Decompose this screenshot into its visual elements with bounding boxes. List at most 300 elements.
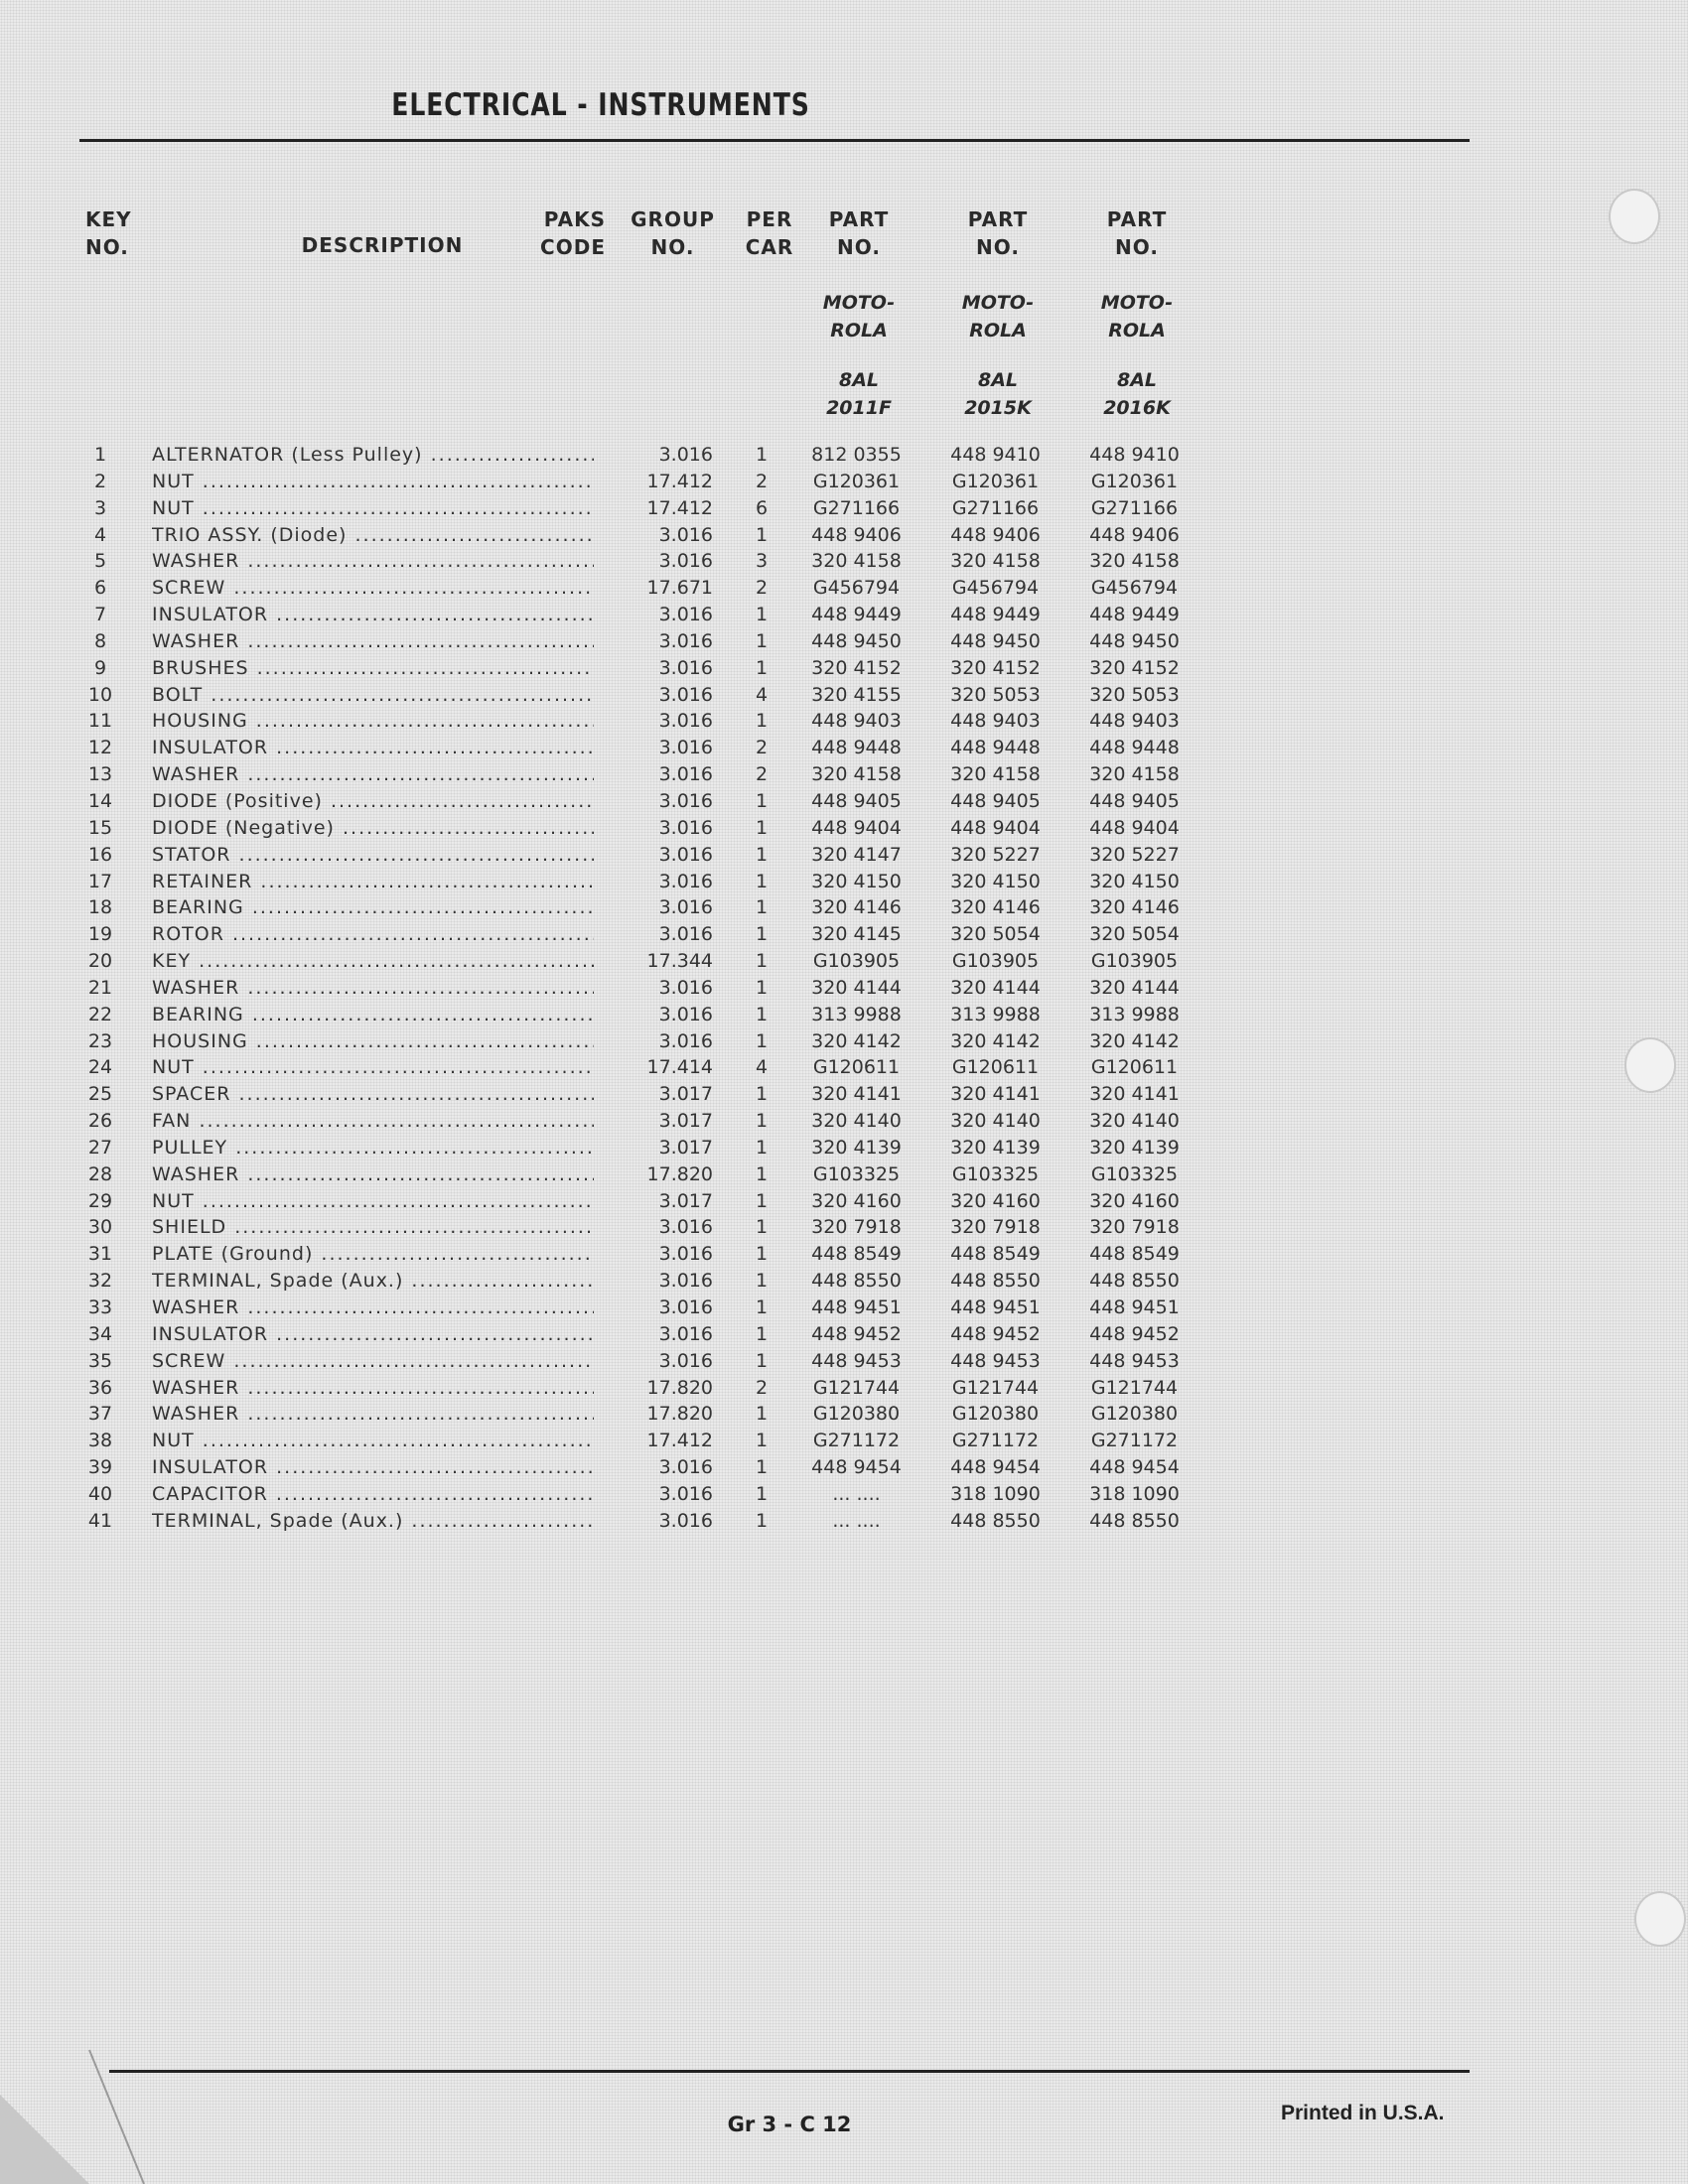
per-car: 1 [755,1456,769,1479]
key-no: 22 [87,1003,113,1025]
per-car: 1 [755,843,769,866]
part-no-3: 320 4160 [1089,1189,1180,1212]
part-no-2: 320 7918 [950,1216,1041,1239]
per-car: 1 [755,710,769,733]
key-no: 21 [87,976,113,999]
key-no: 33 [87,1297,113,1318]
description: WASHER ..... [152,975,594,1001]
per-car: 1 [755,896,769,919]
per-car: 1 [755,1403,769,1426]
key-no: 34 [87,1322,113,1345]
per-car: 1 [755,1322,769,1345]
description: SPACER ..... [152,1081,594,1107]
part-no-3: 320 4158 [1089,763,1180,786]
key-no: 18 [87,896,113,919]
description: RETAINER ..... [152,869,594,894]
table-row [0,495,1688,522]
part-no-2: 448 9405 [950,789,1041,812]
description: BEARING ..... [152,1002,594,1027]
description: DIODE (Negative) ..... [152,815,594,841]
part-no-1: 320 4160 [811,1189,902,1212]
key-no: 7 [93,604,107,626]
part-no-2: 320 4158 [950,550,1041,573]
part-no-3: G456794 [1090,577,1179,600]
part-no-1: 320 4140 [811,1110,902,1133]
part-no-3: 320 4139 [1089,1136,1180,1159]
part-no-1: 448 9449 [811,604,902,626]
per-car: 2 [755,737,769,759]
description: NUT ..... [152,495,594,521]
group-no: 3.016 [658,683,713,706]
group-no: 3.016 [658,1509,713,1532]
binder-hole [1634,1891,1686,1947]
description: ROTOR ..... [152,921,594,947]
per-car: 1 [755,1029,769,1052]
table-row [0,1268,1688,1295]
group-no: 3.016 [658,763,713,786]
group-no: 17.412 [646,496,713,519]
description: FAN ..... [152,1108,594,1134]
table-row [0,708,1688,735]
description: SCREW ..... [152,1348,594,1374]
part-no-2: G271172 [951,1430,1040,1452]
key-no: 12 [87,737,113,759]
group-no: 3.016 [658,896,713,919]
title-rule [79,139,1470,142]
description: INSULATOR ..... [152,735,594,760]
group-no: 3.016 [658,710,713,733]
table-row [0,1508,1688,1535]
table-row [0,1428,1688,1454]
table-row [0,761,1688,788]
part-no-2: 320 4144 [950,976,1041,999]
group-no: 3.016 [658,1003,713,1025]
part-no-1: 320 4155 [811,683,902,706]
part-no-3: G121744 [1090,1376,1179,1399]
key-no: 10 [87,683,113,706]
header-part-no-2: PART NO. [967,207,1029,259]
key-no: 30 [87,1216,113,1239]
group-no: 17.412 [646,470,713,492]
part-no-3: 320 4152 [1089,656,1180,679]
part-no-1: G103325 [812,1162,901,1185]
key-no: 2 [93,470,107,492]
part-no-1: 448 9454 [811,1456,902,1479]
part-no-1: 448 8549 [811,1243,902,1266]
group-no: 3.016 [658,843,713,866]
folded-corner-icon [0,2035,179,2184]
description: NUT ..... [152,1188,594,1214]
part-no-1: G120380 [812,1403,901,1426]
per-car: 1 [755,1270,769,1293]
group-no: 3.016 [658,444,713,466]
part-no-2: 320 5227 [950,843,1041,866]
description: NUT ..... [152,1428,594,1453]
part-no-2: 448 9403 [950,710,1041,733]
table-row [0,1241,1688,1268]
part-no-3: 320 5227 [1089,843,1180,866]
table-row [0,628,1688,655]
part-no-3: G103325 [1090,1162,1179,1185]
part-no-2: G121744 [951,1376,1040,1399]
part-no-2: 320 4141 [950,1083,1041,1106]
part-no-1: G456794 [812,577,901,600]
part-no-1: 313 9988 [811,1003,902,1025]
per-car: 1 [755,1003,769,1025]
group-no: 3.016 [658,1243,713,1266]
header-description: DESCRIPTION [301,233,464,257]
part-no-2: G120361 [951,470,1040,492]
group-no: 3.016 [658,1029,713,1052]
part-no-3: 318 1090 [1089,1482,1180,1505]
per-car: 1 [755,1482,769,1505]
per-car: 1 [755,1216,769,1239]
part-no-3: G271166 [1090,496,1179,519]
part-no-1: 448 9405 [811,789,902,812]
description: ALTERNATOR (Less Pulley) ..... [152,442,594,468]
part-no-1: 320 7918 [811,1216,902,1239]
manufacturer-1: MOTO- ROLA [822,292,896,341]
description: CAPACITOR ..... [152,1481,594,1507]
key-no: 6 [93,577,107,600]
key-no: 1 [93,444,107,466]
part-no-1: 320 4142 [811,1029,902,1052]
part-no-1: 320 4150 [811,870,902,892]
part-no-3: 313 9988 [1089,1003,1180,1025]
table-row [0,975,1688,1002]
description: HOUSING ..... [152,708,594,734]
description: WASHER ..... [152,1375,594,1401]
key-no: 36 [87,1376,113,1399]
key-no: 9 [93,656,107,679]
group-no: 3.016 [658,923,713,946]
table-row [0,442,1688,469]
group-no: 3.016 [658,1270,713,1293]
part-no-3: 320 5053 [1089,683,1180,706]
description: TERMINAL, Spade (Aux.) ..... [152,1508,594,1534]
part-no-1: 320 4144 [811,976,902,999]
part-no-3: 320 4146 [1089,896,1180,919]
group-no: 3.016 [658,1322,713,1345]
description: KEY ..... [152,948,594,974]
part-no-2: G271166 [951,496,1040,519]
per-car: 1 [755,1162,769,1185]
part-no-2: G103325 [951,1162,1040,1185]
parts-table [0,442,1688,1535]
key-no: 24 [87,1056,113,1079]
description: DIODE (Positive) ..... [152,788,594,814]
key-no: 28 [87,1162,113,1185]
part-no-1: 320 4158 [811,550,902,573]
part-no-3: 320 5054 [1089,923,1180,946]
key-no: 14 [87,789,113,812]
part-no-2: 448 9452 [950,1322,1041,1345]
key-no: 16 [87,843,113,866]
key-no: 8 [93,629,107,652]
key-no: 40 [87,1482,113,1505]
description: TERMINAL, Spade (Aux.) ..... [152,1268,594,1294]
group-no: 17.820 [646,1403,713,1426]
part-no-2: 448 9406 [950,523,1041,546]
part-no-3: 320 4158 [1089,550,1180,573]
part-no-1: 320 4158 [811,763,902,786]
table-row [0,788,1688,815]
group-no: 3.017 [658,1083,713,1106]
part-no-3: G271172 [1090,1430,1179,1452]
model-1: 8AL 2011F [826,369,892,419]
per-car: 2 [755,577,769,600]
group-no: 17.412 [646,1430,713,1452]
part-no-3: 448 9450 [1089,629,1180,652]
part-no-1: 448 9448 [811,737,902,759]
part-no-3: G120380 [1090,1403,1179,1426]
description: WASHER ..... [152,761,594,787]
part-no-2: 320 4139 [950,1136,1041,1159]
part-no-1: 448 9453 [811,1349,902,1372]
table-row [0,735,1688,761]
group-no: 3.016 [658,629,713,652]
table-row [0,602,1688,628]
table-row [0,815,1688,842]
part-no-1: 320 4147 [811,843,902,866]
part-no-2: 320 4146 [950,896,1041,919]
part-no-1: 320 4141 [811,1083,902,1106]
group-no: 3.016 [658,550,713,573]
part-no-1: 448 9404 [811,816,902,839]
part-no-2: 320 5053 [950,683,1041,706]
table-row [0,655,1688,682]
part-no-3: 320 7918 [1089,1216,1180,1239]
per-car: 1 [755,1297,769,1318]
group-no: 3.016 [658,870,713,892]
part-no-3: 448 9448 [1089,737,1180,759]
part-no-2: 448 8550 [950,1509,1041,1532]
group-no: 3.016 [658,1349,713,1372]
per-car: 1 [755,950,769,973]
group-no: 3.016 [658,1216,713,1239]
table-row [0,1054,1688,1081]
key-no: 41 [87,1509,113,1532]
part-no-3: 448 9406 [1089,523,1180,546]
part-no-1: 320 4152 [811,656,902,679]
table-row [0,1321,1688,1348]
group-no: 3.017 [658,1136,713,1159]
group-no: 3.016 [658,1297,713,1318]
per-car: 2 [755,1376,769,1399]
table-row [0,1081,1688,1108]
part-no-3: 320 4140 [1089,1110,1180,1133]
part-no-3: 320 4142 [1089,1029,1180,1052]
key-no: 5 [93,550,107,573]
table-row [0,1214,1688,1241]
part-no-2: G120611 [951,1056,1040,1079]
part-no-3: 448 9405 [1089,789,1180,812]
description: HOUSING ..... [152,1028,594,1054]
part-no-2: 448 9404 [950,816,1041,839]
key-no: 4 [93,523,107,546]
group-no: 17.671 [646,577,713,600]
table-row [0,1188,1688,1215]
key-no: 11 [87,710,113,733]
part-no-3: 448 9403 [1089,710,1180,733]
part-no-3: 448 9453 [1089,1349,1180,1372]
part-no-2: 448 9410 [950,444,1041,466]
table-row [0,575,1688,602]
part-no-1: G271172 [812,1430,901,1452]
per-car: 2 [755,763,769,786]
per-car: 1 [755,1083,769,1106]
table-row [0,548,1688,575]
per-car: 1 [755,789,769,812]
description: WASHER ..... [152,1295,594,1320]
description: BEARING ..... [152,894,594,920]
binder-hole [1609,189,1660,244]
description: STATOR ..... [152,842,594,868]
part-no-3: 448 9451 [1089,1297,1180,1318]
table-row [0,869,1688,895]
key-no: 17 [87,870,113,892]
header-key-no: KEY NO. [85,207,132,259]
part-no-3: 448 9404 [1089,816,1180,839]
part-no-2: 320 5054 [950,923,1041,946]
group-no: 17.344 [646,950,713,973]
table-row [0,1481,1688,1508]
description: WASHER ..... [152,1161,594,1187]
group-no: 3.016 [658,976,713,999]
key-no: 37 [87,1403,113,1426]
per-car: 1 [755,923,769,946]
description: INSULATOR ..... [152,1454,594,1480]
key-no: 39 [87,1456,113,1479]
per-car: 2 [755,470,769,492]
per-car: 1 [755,629,769,652]
description: WASHER ..... [152,628,594,654]
part-no-2: G456794 [951,577,1040,600]
table-row [0,1401,1688,1428]
per-car: 1 [755,1243,769,1266]
per-car: 1 [755,1136,769,1159]
table-row [0,948,1688,975]
part-no-2: 448 9450 [950,629,1041,652]
part-no-2: 320 4158 [950,763,1041,786]
part-no-2: 448 9453 [950,1349,1041,1372]
key-no: 26 [87,1110,113,1133]
printed-in-label: Printed in U.S.A. [1281,2102,1445,2124]
header-part-no-1: PART NO. [828,207,890,259]
part-no-3: 320 4150 [1089,870,1180,892]
part-no-3: G120611 [1090,1056,1179,1079]
per-car: 1 [755,1349,769,1372]
description: SCREW ..... [152,575,594,601]
page-reference: Gr 3 - C 12 [727,2113,852,2136]
part-no-1: ... .... [832,1509,881,1532]
part-no-3: 448 9449 [1089,604,1180,626]
key-no: 27 [87,1136,113,1159]
part-no-1: 320 4145 [811,923,902,946]
part-no-2: 448 9448 [950,737,1041,759]
per-car: 1 [755,444,769,466]
group-no: 3.016 [658,656,713,679]
key-no: 3 [93,496,107,519]
part-no-2: 313 9988 [950,1003,1041,1025]
description: PLATE (Ground) ..... [152,1241,594,1267]
per-car: 1 [755,816,769,839]
part-no-2: 318 1090 [950,1482,1041,1505]
group-no: 3.017 [658,1110,713,1133]
per-car: 1 [755,523,769,546]
part-no-2: 448 9454 [950,1456,1041,1479]
table-row [0,682,1688,709]
part-no-2: 320 4160 [950,1189,1041,1212]
part-no-3: G120361 [1090,470,1179,492]
group-no: 17.414 [646,1056,713,1079]
table-row [0,1348,1688,1375]
group-no: 3.016 [658,816,713,839]
part-no-1: 448 9452 [811,1322,902,1345]
table-row [0,522,1688,549]
key-no: 32 [87,1270,113,1293]
table-row [0,894,1688,921]
part-no-2: G120380 [951,1403,1040,1426]
key-no: 19 [87,923,113,946]
part-no-2: 320 4150 [950,870,1041,892]
page-title: ELECTRICAL - INSTRUMENTS [391,87,810,123]
description: NUT ..... [152,469,594,494]
part-no-1: G271166 [812,496,901,519]
per-car: 1 [755,1110,769,1133]
part-no-1: 320 4139 [811,1136,902,1159]
part-no-1: 812 0355 [811,444,902,466]
table-row [0,1161,1688,1188]
group-no: 17.820 [646,1376,713,1399]
description: SHIELD ..... [152,1214,594,1240]
model-3: 8AL 2016K [1103,369,1171,419]
part-no-1: 448 9450 [811,629,902,652]
part-no-3: 448 9454 [1089,1456,1180,1479]
part-no-1: 448 9451 [811,1297,902,1318]
table-row [0,469,1688,495]
part-no-2: G103905 [951,950,1040,973]
part-no-1: ... .... [832,1482,881,1505]
part-no-1: G120361 [812,470,901,492]
part-no-1: 448 9406 [811,523,902,546]
description: NUT ..... [152,1054,594,1080]
group-no: 3.016 [658,1456,713,1479]
description: PULLEY ..... [152,1135,594,1160]
group-no: 3.017 [658,1189,713,1212]
per-car: 1 [755,1509,769,1532]
key-no: 15 [87,816,113,839]
group-no: 3.016 [658,1482,713,1505]
part-no-1: 448 8550 [811,1270,902,1293]
group-no: 3.016 [658,604,713,626]
part-no-2: 320 4152 [950,656,1041,679]
key-no: 20 [87,950,113,973]
footer-rule [109,2070,1470,2073]
key-no: 38 [87,1430,113,1452]
part-no-3: 448 8550 [1089,1270,1180,1293]
part-no-3: G103905 [1090,950,1179,973]
part-no-3: 320 4144 [1089,976,1180,999]
description: WASHER ..... [152,548,594,574]
part-no-1: G103905 [812,950,901,973]
part-no-3: 320 4141 [1089,1083,1180,1106]
key-no: 29 [87,1189,113,1212]
table-row [0,1454,1688,1481]
key-no: 35 [87,1349,113,1372]
description: TRIO ASSY. (Diode) ..... [152,522,594,548]
part-no-1: 320 4146 [811,896,902,919]
